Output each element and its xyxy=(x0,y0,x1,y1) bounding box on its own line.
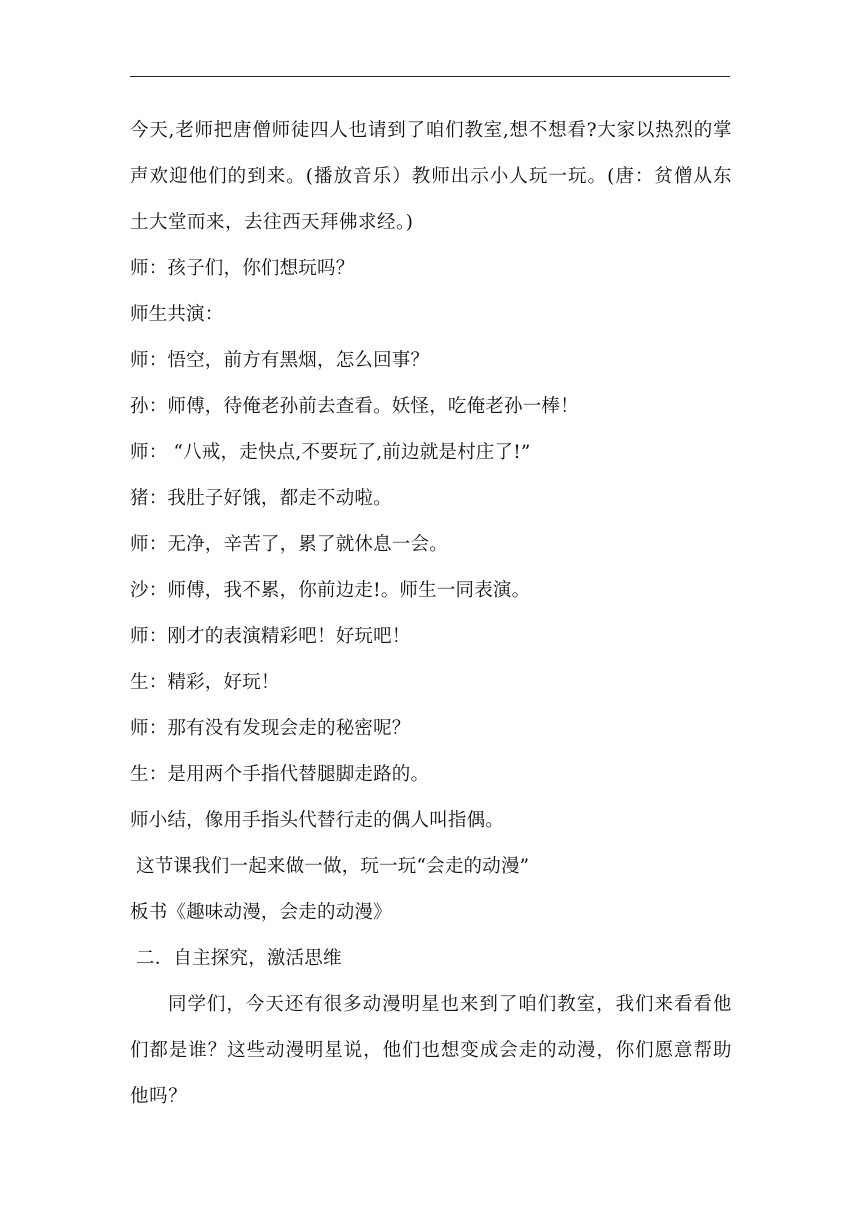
section-heading: 二．自主探究，激活思维 xyxy=(136,948,342,969)
intro-line: 这节课我们一起来做一做，玩一玩“会走的动漫” xyxy=(136,856,530,877)
dialogue-line-4: 孙：师傅，待俺老孙前去查看。妖怪，吃俺老孙一棒！ xyxy=(130,396,579,417)
dialogue-line-2: 师生共演： xyxy=(130,304,224,325)
dialogue-line-13: 师小结，像用手指头代替行走的偶人叫指偶。 xyxy=(130,810,505,831)
dialogue-line-10: 生：精彩，好玩！ xyxy=(130,672,280,693)
dialogue-line-9: 师：刚才的表演精彩吧！好玩吧！ xyxy=(130,626,411,647)
opening-paragraph: 今天,老师把唐僧师徒四人也请到了咱们教室,想不想看?大家以热烈的掌声欢迎他们的到来。(播放音乐）教师出示小人玩一玩。(唐：贫僧从东土大堂而来，去往西天拜佛求经。) xyxy=(130,120,732,233)
dialogue-line-3: 师：悟空，前方有黑烟，怎么回事？ xyxy=(130,350,430,371)
dialogue-line-1: 师：孩子们，你们想玩吗？ xyxy=(130,258,355,279)
document-body xyxy=(130,108,732,1120)
closing-paragraph: 同学们，今天还有很多动漫明星也来到了咱们教室，我们来看看他们都是谁？这些动漫明星说，他们也想变成会走的动漫，你们愿意帮助他吗？ xyxy=(130,994,732,1107)
header-rule xyxy=(130,76,730,77)
board-line: 板书《趣味动漫，会走的动漫》 xyxy=(130,902,392,923)
dialogue-line-11: 师：那有没有发现会走的秘密呢？ xyxy=(130,718,411,739)
dialogue-line-7: 师：无净，辛苦了，累了就休息一会。 xyxy=(130,534,448,555)
dialogue-line-5: 师： “八戒，走快点,不要玩了,前边就是村庄了!” xyxy=(130,442,531,463)
dialogue-line-6: 猪：我肚子好饿，都走不动啦。 xyxy=(130,488,392,509)
dialogue-line-8: 沙：师傅，我不累，你前边走!。师生一同表演。 xyxy=(130,580,531,601)
dialogue-line-12: 生：是用两个手指代替腿脚走路的。 xyxy=(130,764,430,785)
